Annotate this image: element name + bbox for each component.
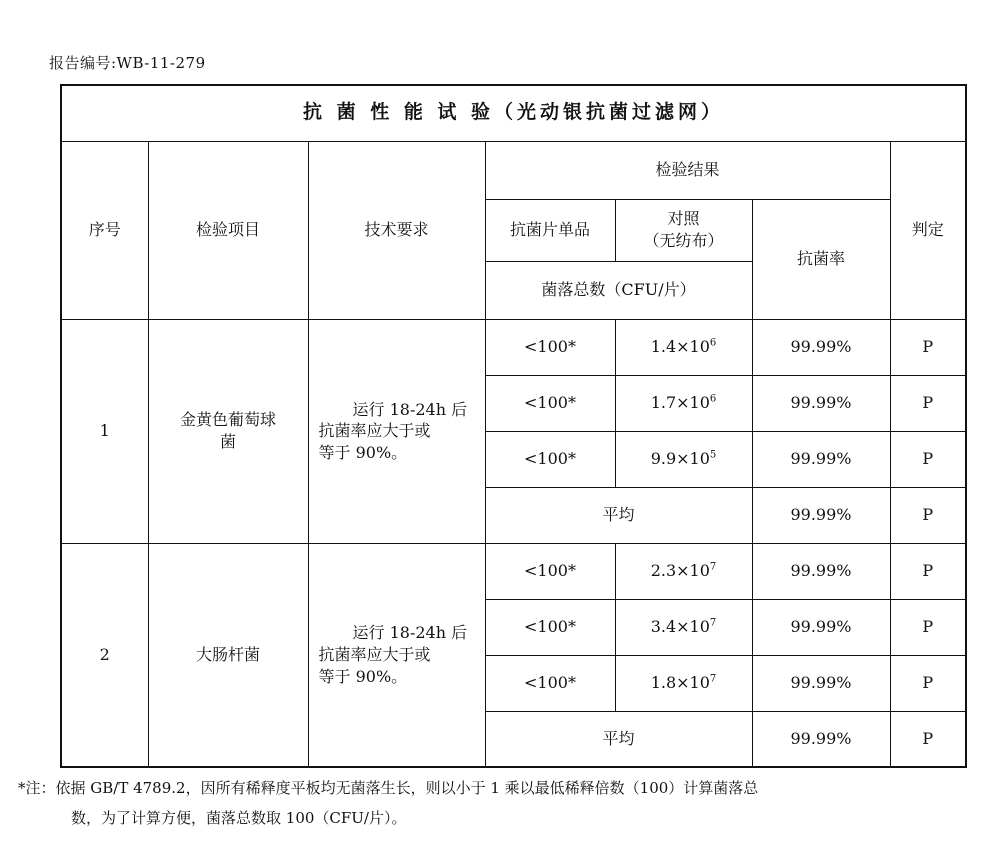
group1-item-line2: 菌 [219,432,236,451]
group1-item-line1: 金黄色葡萄球 [179,410,276,430]
judge-value: P [890,375,966,431]
rate-value: 99.99% [752,375,890,431]
average-judge: P [890,487,966,543]
rate-value: 99.99% [752,599,890,655]
header-judge: 判定 [890,141,966,319]
control-value: $1.7\times 10^6$ [615,375,752,431]
group1-req-line3: 等于 90%。 [318,442,408,462]
table-row [61,543,966,599]
average-label: 平均 [485,487,752,543]
average-judge: P [890,711,966,767]
control-value: $2.3\times 10^7$ [615,543,752,599]
group1-item [148,319,308,543]
table-row [61,319,966,375]
control-value: $3.4\times 10^7$ [615,599,752,655]
header-requirement: 技术要求 [308,141,485,319]
group1-seq: 1 [61,319,148,543]
header-control [615,199,752,261]
group2-requirement [308,543,485,767]
average-label: 平均 [485,711,752,767]
header-item: 检验项目 [148,141,308,319]
single-value: <100* [485,543,615,599]
header-control-line2: （无纺布） [643,231,724,250]
header-colony: 菌落总数（CFU/片） [485,261,752,319]
control-value: $9.9\times 10^5$ [615,431,752,487]
group1-req-line2: 抗菌率应大于或 [318,421,431,441]
header-rate: 抗菌率 [752,199,890,319]
group1-requirement [308,319,485,543]
judge-value: P [890,655,966,711]
average-rate: 99.99% [752,711,890,767]
rate-value: 99.99% [752,319,890,375]
control-value: $1.4\times 10^6$ [615,319,752,375]
rate-value: 99.99% [752,431,890,487]
single-value: <100* [485,319,615,375]
header-seq: 序号 [61,141,148,319]
footnote [18,773,978,833]
judge-value: P [890,319,966,375]
group2-seq: 2 [61,543,148,767]
header-control-line1: 对照 [667,209,700,229]
judge-value: P [890,543,966,599]
group1-req-line1: 运行 18-24h 后 [352,399,468,419]
report-number: 报告编号:WB-11-279 [49,54,206,72]
single-value: <100* [485,655,615,711]
footnote-line1: *注：依据 GB/T 4789.2，因所有稀释度平板均无菌落生长，则以小于 1 乘以最低稀释倍数（100）计算菌落总 [18,779,759,797]
rate-value: 99.99% [752,655,890,711]
header-result: 检验结果 [485,141,890,199]
control-value: $1.8\times 10^7$ [615,655,752,711]
group2-req-line3: 等于 90%。 [318,666,408,686]
footnote-line2: 数，为了计算方便，菌落总数取 100（CFU/片）。 [71,809,407,827]
group2-req-line2: 抗菌率应大于或 [318,644,431,664]
group2-req-line1: 运行 18-24h 后 [352,623,468,643]
group2-item: 大肠杆菌 [148,543,308,767]
judge-value: P [890,431,966,487]
table-title: 抗 菌 性 能 试 验（光动银抗菌过滤网） [61,85,966,141]
test-results-table [60,84,967,768]
average-rate: 99.99% [752,487,890,543]
rate-value: 99.99% [752,543,890,599]
judge-value: P [890,599,966,655]
single-value: <100* [485,431,615,487]
single-value: <100* [485,375,615,431]
single-value: <100* [485,599,615,655]
header-single: 抗菌片单品 [485,199,615,261]
